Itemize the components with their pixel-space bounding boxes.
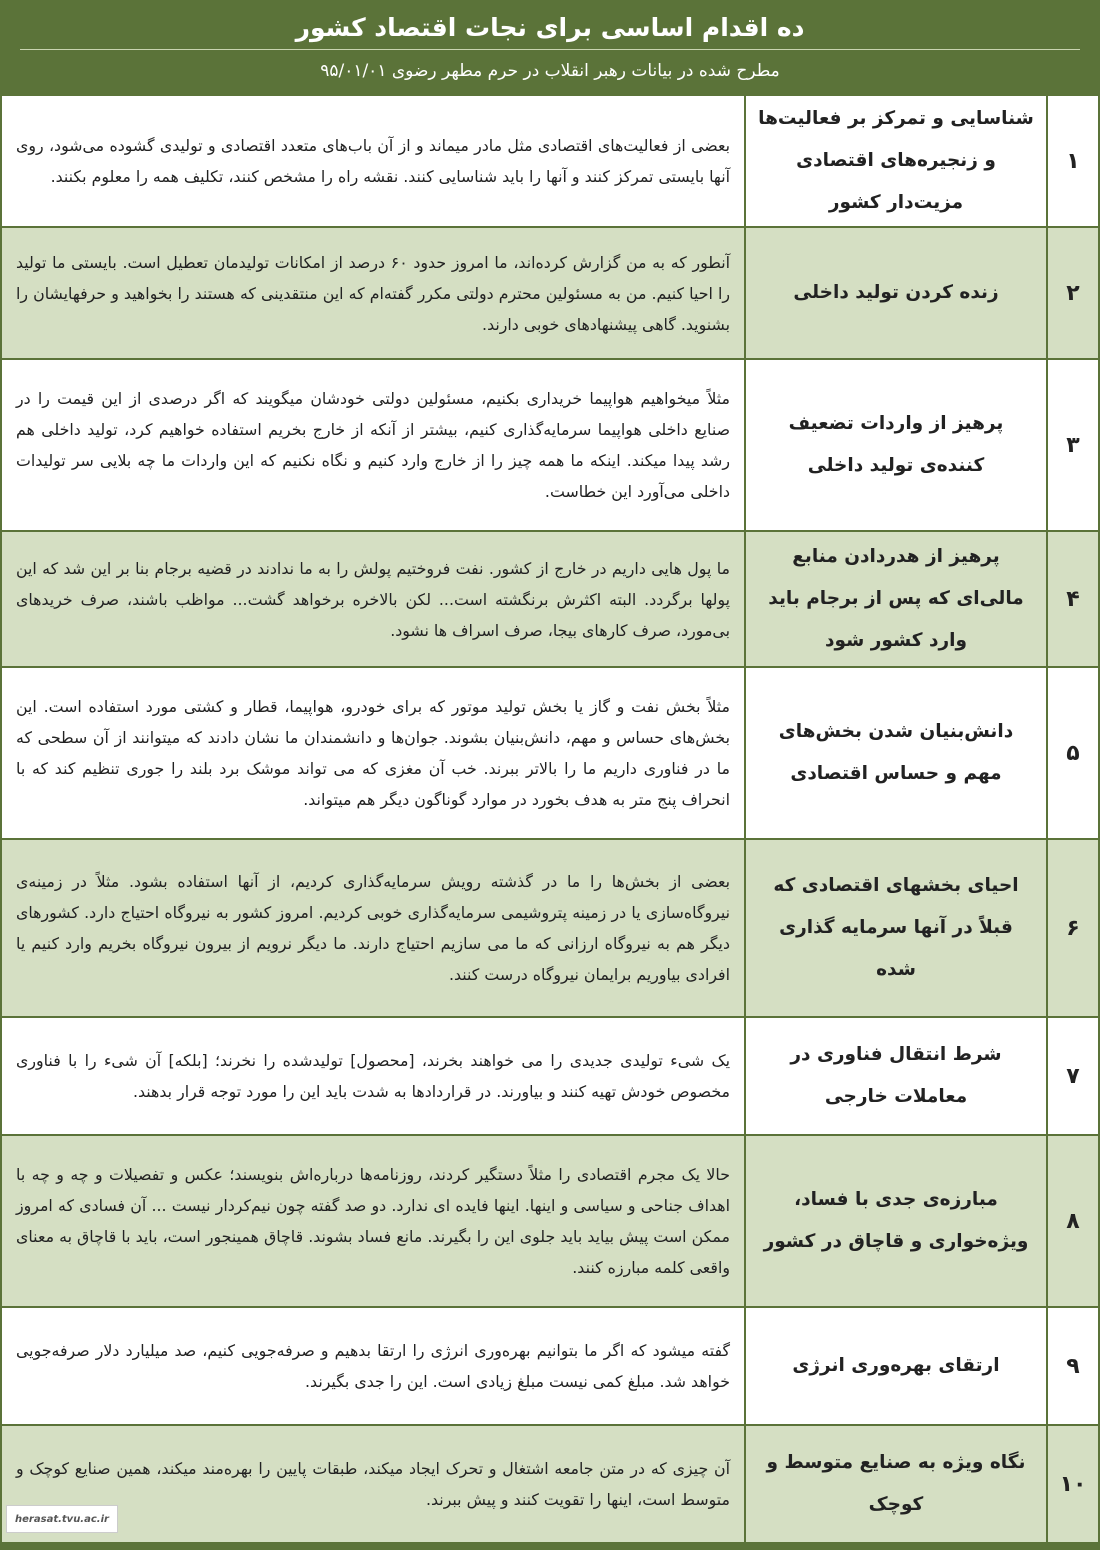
row-number: ۶ (1046, 840, 1098, 1016)
table-row (2, 96, 1098, 228)
table-row (2, 840, 1098, 1018)
page-subtitle: مطرح شده در بیانات رهبر انقلاب در حرم مطهر رضوی ۹۵/۰۱/۰۱ (320, 61, 780, 81)
row-description-text: مثلاً بخش نفت و گاز یا بخش تولید موتور که برای خودرو، هواپیما، قطار و کشتی مورد استفاده است. این بخش‌های حساس و مهم، دانش‌بنیان بشوند. جوان‌ها و دانشمندان ما نشان دادند که میتوانند از آن سطحی که ما در فناوری داریم ما را بالاتر ببرند. خب آن مغزی که می تواند موشک برد بلند را جوری تنظیم کند که با انحراف پنج متر به هدف بخورد در موارد گوناگون دیگر هم میتواند. (16, 697, 730, 809)
row-topic (744, 668, 1046, 838)
table-row (2, 1018, 1098, 1136)
row-description-text: گفته میشود که اگر ما بتوانیم بهره‌وری انرژی را ارتقا بدهیم و صرفه‌جویی کنیم، صد میلیارد دلار صرفه‌جویی خواهد شد. مبلغ کمی نیست مبلغ زیادی است. این را جدی بگیرند. (16, 1341, 730, 1391)
row-topic (744, 1136, 1046, 1306)
row-number: ۸ (1046, 1136, 1098, 1306)
row-topic (744, 228, 1046, 358)
table-row (2, 1426, 1098, 1544)
row-topic-text: ارتقای بهره‌وری انرژی (792, 1355, 1000, 1376)
row-description (2, 840, 744, 1016)
page-title: ده اقدام اساسی برای نجات اقتصاد کشور (295, 13, 805, 42)
table-row (2, 228, 1098, 360)
page-header (0, 0, 1100, 94)
table-row (2, 1308, 1098, 1426)
row-number: ۱۰ (1046, 1426, 1098, 1542)
row-description-text: حالا یک مجرم اقتصادی را مثلاً دستگیر کردند، روزنامه‌ها درباره‌اش بنویسند؛ عکس و تفصیلات و چه و چه با اهداف جناحی و سیاسی و اینها. اینها فایده ای ندارد. دو صد گفته چون نیم‌کردار نیست ... آن فسادی که امروز ممکن است پیش بیاید باید جلوی این را بگیرند. مانع فساد بشوند. قاچاق همینجور است، باید با قاچاق به معنای واقعی کلمه مبارزه کنند. (16, 1165, 730, 1277)
row-description-text: مثلاً میخواهیم هواپیما خریداری بکنیم، مسئولین دولتی خودشان میگویند که اگر درصدی از این قیمت را در صنایع داخلی هواپیما سرمایه‌گذاری کنیم، بیشتر از آنکه از خارج بخریم استفاده خواهیم کرد، تولید داخلی هم رشد پیدا میکند. اینکه ما همه چیز را از خارج وارد کنیم و نگاه نکنیم که این واردات ما چه بلایی سر تولیدات داخلی می‌آورد این خطاست. (16, 389, 730, 501)
row-description (2, 1136, 744, 1306)
row-number: ۴ (1046, 532, 1098, 666)
row-description-text: بعضی از بخش‌ها را ما در گذشته رویش سرمایه‌گذاری کردیم، از آنها استفاده بشود. مثلاً در زمینه‌ی نیروگاه‌سازی یا در زمینه پتروشیمی سرمایه‌گذاری خوبی کردیم. امروز کشور به نیروگاه احتیاج دارد. کشورهای دیگر هم به نیروگاه ارزانی که ما می سازیم احتیاج دارند. ما دیگر نرویم از بیرون نیروگاه بخریم وارد کنیم یا افرادی بیاوریم برایمان نیروگاه درست کنند. (16, 872, 730, 984)
row-number: ۹ (1046, 1308, 1098, 1424)
table-row (2, 532, 1098, 668)
row-topic (744, 1018, 1046, 1134)
row-topic (744, 840, 1046, 1016)
row-description-text: ما پول هایی داریم در خارج از کشور. نفت فروختیم پولش را به ما ندادند در قضیه برجام بنا بر این شد که این پولها برگردد. البته اکثرش برنگشته است... لکن بالاخره برخواهد گشت... مواظب باشند، صرف خریدهای بی‌مورد، صرف کارهای بیجا، صرف اسراف ها نشود. (16, 558, 730, 640)
row-number: ۱ (1046, 96, 1098, 226)
row-topic-text: دانش‌بنیان شدن بخش‌های مهم و حساس اقتصادی (778, 721, 1014, 784)
row-description (2, 228, 744, 358)
table-row (2, 1136, 1098, 1308)
row-description (2, 668, 744, 838)
website-watermark: herasat.tvu.ac.ir (6, 1505, 118, 1533)
row-topic-text: احیای بخشهای اقتصادی که قبلاً در آنها سرمایه گذاری شده (773, 875, 1019, 980)
row-description-text: بعضی از فعالیت‌های اقتصادی مثل مادر میماند و از آن باب‌های متعدد اقتصادی و تولیدی گشوده می‌شود، روی آنها بایستی تمرکز کنند و آنها را باید شناسایی کنند. نقشه راه را مشخص کنند، تکلیف همه را معلوم بکنند. (16, 136, 730, 186)
row-topic-text: نگاه ویژه به صنایع متوسط و کوچک (766, 1452, 1026, 1515)
row-number: ۷ (1046, 1018, 1098, 1134)
row-topic (744, 96, 1046, 226)
row-description (2, 532, 744, 666)
table-row (2, 360, 1098, 532)
row-topic-text: پرهیز از واردات تضعیف کننده‌ی تولید داخلی (788, 413, 1004, 476)
row-description (2, 96, 744, 226)
row-description-text: آنطور که به من گزارش کرده‌اند، ما امروز حدود ۶۰ درصد از امکانات تولیدمان تعطیل است. بایستی ما تولید را احیا کنیم. من به مسئولین محترم دولتی مکرر گفته‌ام که این منتقدینی که هستند را بخواهید و حرفهایشان را بشنوید. گاهی پیشنهادهای خوبی دارند. (16, 252, 730, 334)
row-topic (744, 532, 1046, 666)
row-number: ۵ (1046, 668, 1098, 838)
row-description-text: یک شیء تولیدی جدیدی را می خواهند بخرند، [محصول] تولیدشده را نخرند؛ [بلکه] آن شیء را با فناوری مخصوص خودش تهیه کنند و بیاورند. در قراردادها به شدت باید این را مورد توجه قرار بدهند. (16, 1051, 730, 1101)
row-description (2, 360, 744, 530)
row-topic-text: پرهیز از هدردادن منابع مالی‌ای که پس از برجام باید وارد کشور شود (768, 546, 1024, 651)
row-number: ۳ (1046, 360, 1098, 530)
row-number: ۲ (1046, 228, 1098, 358)
row-description (2, 1308, 744, 1424)
row-description-text: آن چیزی که در متن جامعه اشتغال و تحرک ایجاد میکند، طبقات پایین را بهره‌مند میکند، همین صنایع کوچک و متوسط است، اینها را تقویت کنند و پیش ببرند. (16, 1459, 730, 1509)
table-row (2, 668, 1098, 840)
row-topic (744, 1308, 1046, 1424)
row-topic (744, 360, 1046, 530)
header-divider (20, 49, 1080, 50)
row-description (2, 1018, 744, 1134)
row-topic (744, 1426, 1046, 1542)
row-topic-text: شناسایی و تمرکز بر فعالیت‌ها و زنجیره‌های اقتصادی مزیت‌دار کشور (758, 108, 1034, 213)
row-topic-text: مبارزه‌ی جدی با فساد، ویژه‌خواری و قاچاق در کشور (763, 1189, 1029, 1252)
row-topic-text: شرط انتقال فناوری در معاملات خارجی (790, 1044, 1002, 1107)
row-topic-text: زنده کردن تولید داخلی (793, 282, 999, 303)
